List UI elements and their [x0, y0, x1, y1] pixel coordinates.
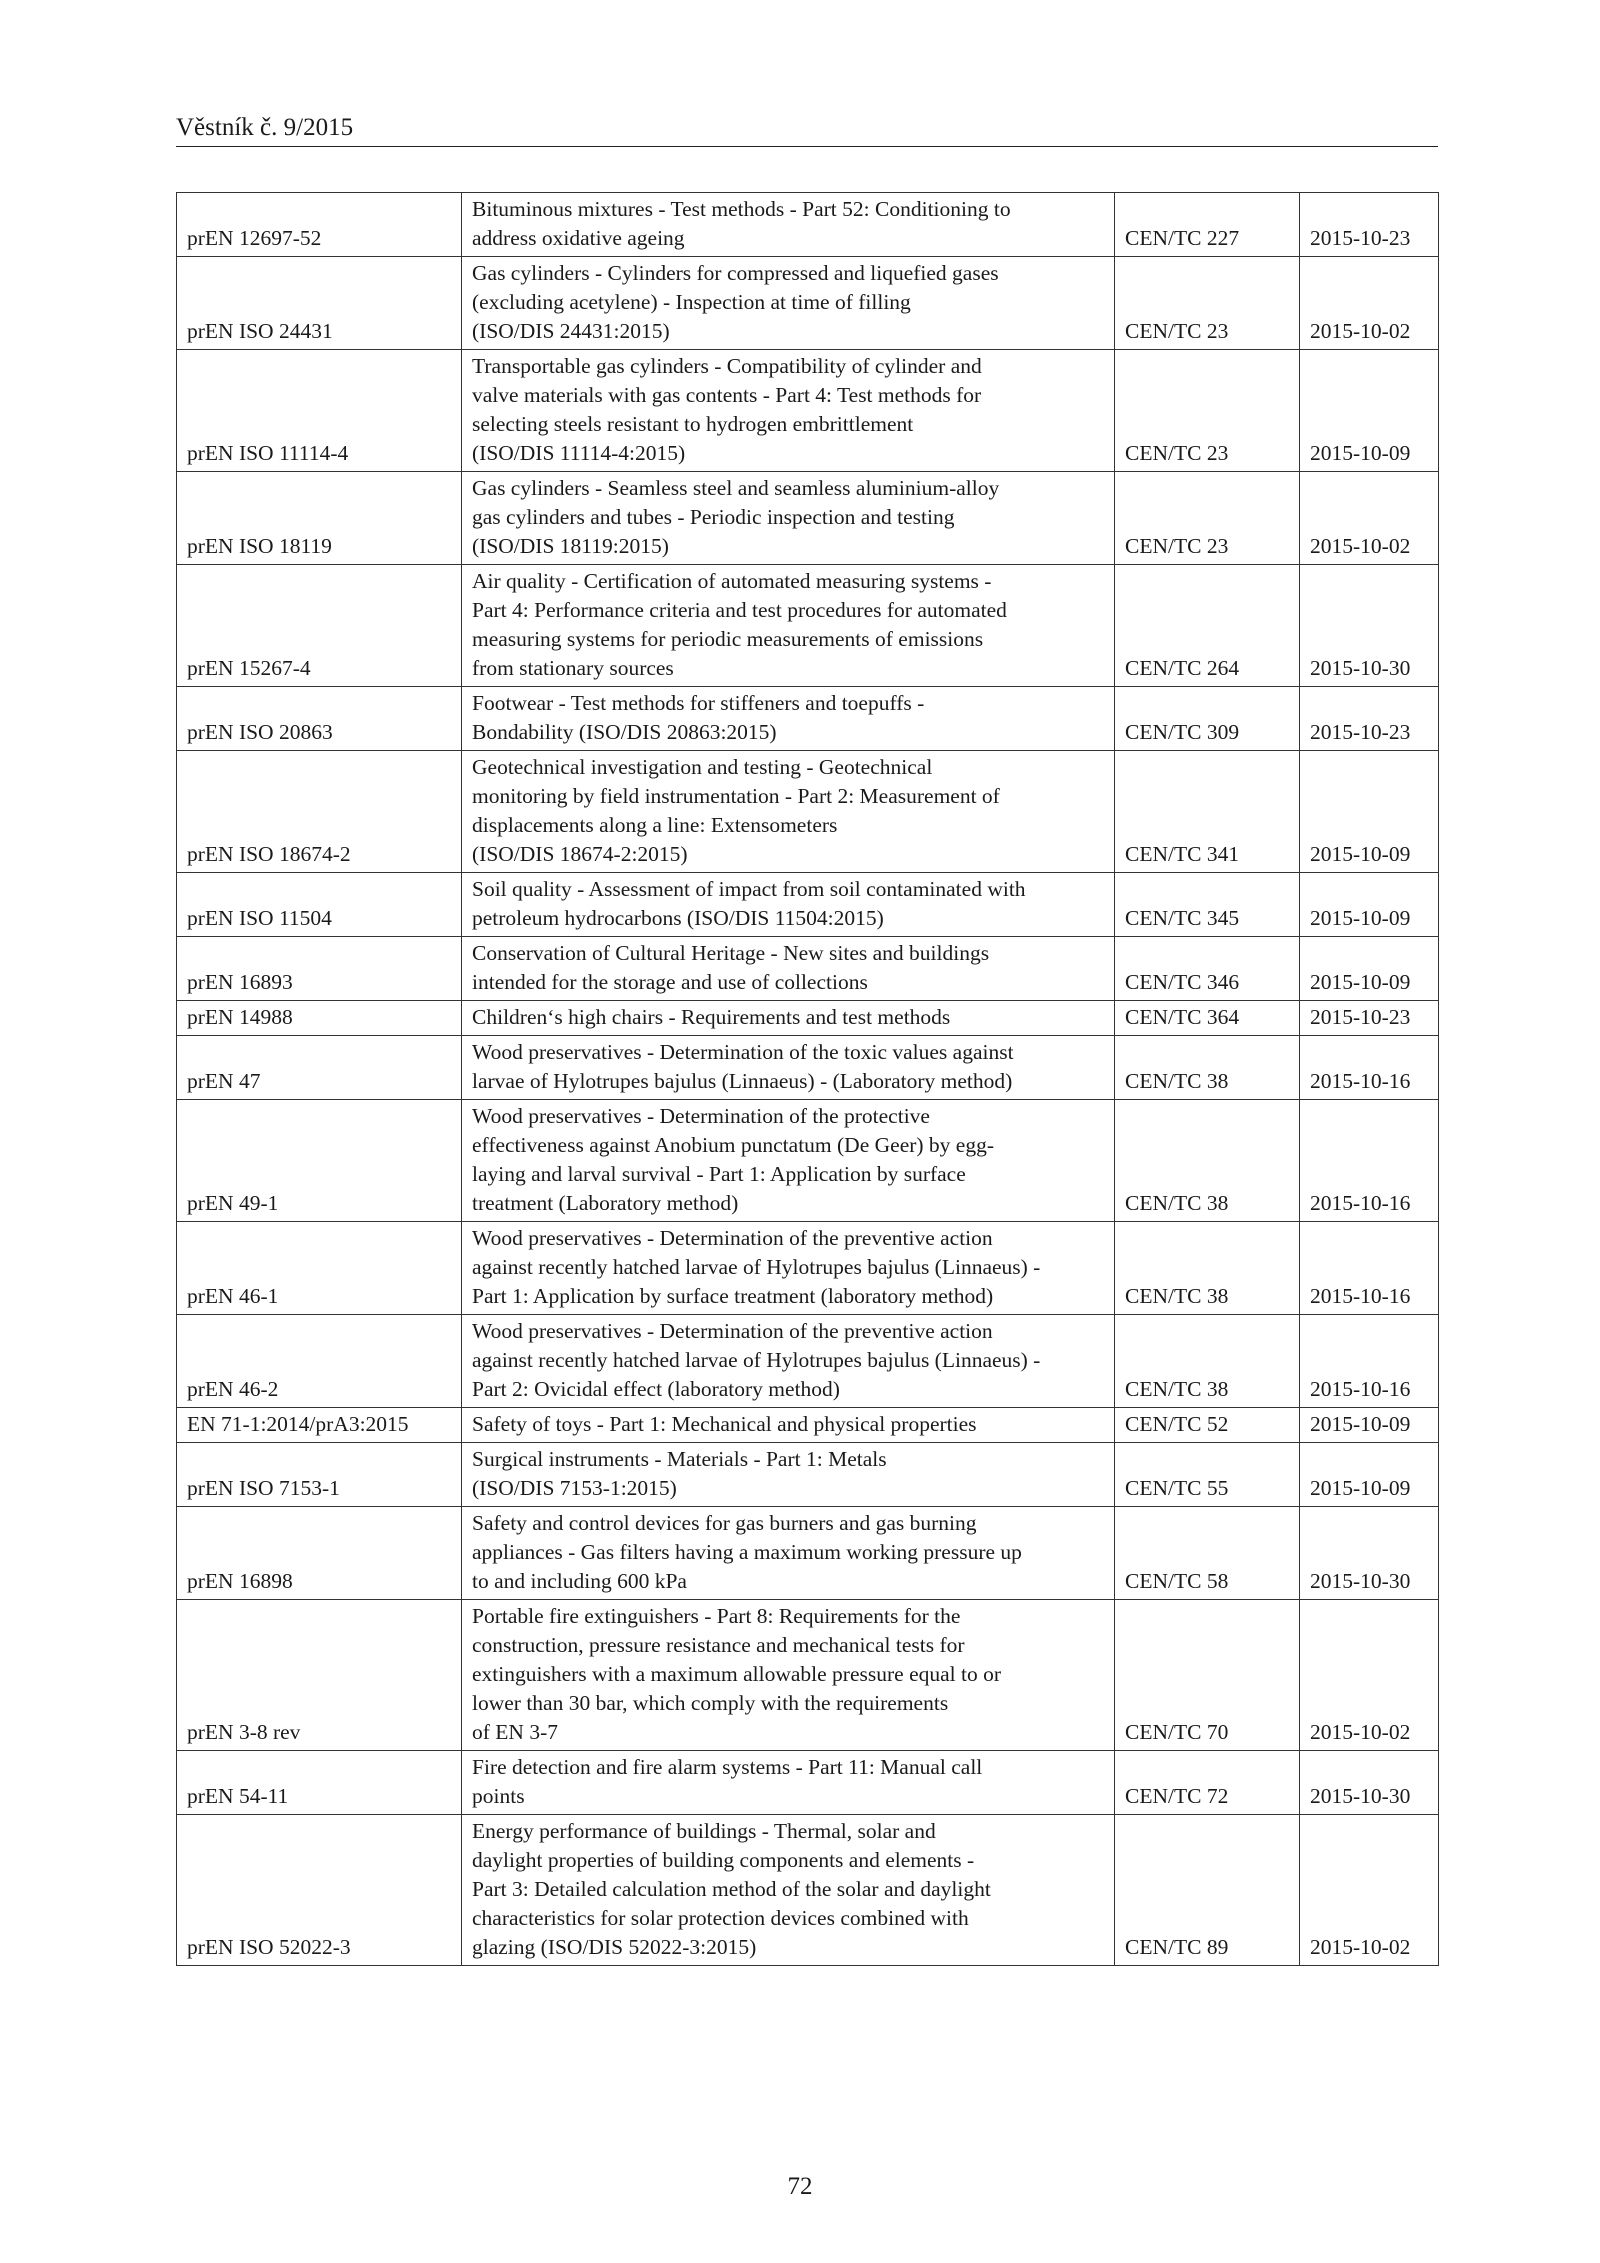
committee-cell: CEN/TC 55	[1115, 1443, 1300, 1507]
table-row	[177, 350, 1439, 472]
committee-cell: CEN/TC 89	[1115, 1815, 1300, 1966]
standard-title-cell: Energy performance of buildings - Thermal, solar and daylight properties of building components and elements - Part 3: Detailed calculation method of the solar and daylight characteristics for solar protection devices combined with glazing (ISO/DIS 52022-3:2015)	[462, 1815, 1115, 1966]
standard-title-cell: Safety of toys - Part 1: Mechanical and physical properties	[462, 1408, 1115, 1443]
table-row	[177, 937, 1439, 1001]
standard-title-cell: Safety and control devices for gas burners and gas burning appliances - Gas filters having a maximum working pressure up to and including 600 kPa	[462, 1507, 1115, 1600]
standard-code-cell: prEN 3-8 rev	[177, 1600, 462, 1751]
committee-cell: CEN/TC 38	[1115, 1315, 1300, 1408]
committee-cell: CEN/TC 52	[1115, 1408, 1300, 1443]
table-row	[177, 1222, 1439, 1315]
deadline-date-cell: 2015-10-16	[1300, 1315, 1439, 1408]
standards-table-body	[177, 193, 1439, 1966]
deadline-date-cell: 2015-10-09	[1300, 873, 1439, 937]
standard-title-cell: Soil quality - Assessment of impact from soil contaminated with petroleum hydrocarbons (ISO/DIS 11504:2015)	[462, 873, 1115, 937]
table-row	[177, 1001, 1439, 1036]
deadline-date-cell: 2015-10-02	[1300, 1815, 1439, 1966]
table-row	[177, 873, 1439, 937]
table-row	[177, 1100, 1439, 1222]
standard-code-cell: prEN 49-1	[177, 1100, 462, 1222]
standard-title-cell: Gas cylinders - Seamless steel and seamless aluminium-alloy gas cylinders and tubes - Periodic inspection and testing (ISO/DIS 18119:2015)	[462, 472, 1115, 565]
table-row	[177, 193, 1439, 257]
standard-title-cell: Air quality - Certification of automated measuring systems - Part 4: Performance criteria and test procedures for automated measuring systems for periodic measurements of emissions from stationary sources	[462, 565, 1115, 687]
committee-cell: CEN/TC 309	[1115, 687, 1300, 751]
table-row	[177, 1408, 1439, 1443]
table-row	[177, 257, 1439, 350]
standard-code-cell: prEN 12697-52	[177, 193, 462, 257]
deadline-date-cell: 2015-10-30	[1300, 1751, 1439, 1815]
deadline-date-cell: 2015-10-09	[1300, 350, 1439, 472]
committee-cell: CEN/TC 38	[1115, 1100, 1300, 1222]
standard-title-cell: Portable fire extinguishers - Part 8: Requirements for the construction, pressure resistance and mechanical tests for extinguishers with a maximum allowable pressure equal to or lower than 30 bar, which comply with the requirements of EN 3-7	[462, 1600, 1115, 1751]
standard-code-cell: prEN ISO 18674-2	[177, 751, 462, 873]
standard-code-cell: prEN ISO 7153-1	[177, 1443, 462, 1507]
table-row	[177, 1315, 1439, 1408]
committee-cell: CEN/TC 58	[1115, 1507, 1300, 1600]
deadline-date-cell: 2015-10-02	[1300, 257, 1439, 350]
deadline-date-cell: 2015-10-09	[1300, 937, 1439, 1001]
standard-code-cell: prEN 15267-4	[177, 565, 462, 687]
committee-cell: CEN/TC 345	[1115, 873, 1300, 937]
standard-code-cell: prEN 46-1	[177, 1222, 462, 1315]
standard-title-cell: Conservation of Cultural Heritage - New sites and buildings intended for the storage and use of collections	[462, 937, 1115, 1001]
standard-code-cell: prEN 16898	[177, 1507, 462, 1600]
standard-code-cell: prEN ISO 18119	[177, 472, 462, 565]
standard-title-cell: Bituminous mixtures - Test methods - Part 52: Conditioning to address oxidative ageing	[462, 193, 1115, 257]
deadline-date-cell: 2015-10-23	[1300, 687, 1439, 751]
deadline-date-cell: 2015-10-09	[1300, 1408, 1439, 1443]
standard-code-cell: prEN ISO 24431	[177, 257, 462, 350]
committee-cell: CEN/TC 23	[1115, 257, 1300, 350]
table-row	[177, 472, 1439, 565]
page-number: 72	[787, 2173, 813, 2200]
standard-code-cell: prEN 46-2	[177, 1315, 462, 1408]
standard-code-cell: prEN ISO 11114-4	[177, 350, 462, 472]
table-row	[177, 1036, 1439, 1100]
committee-cell: CEN/TC 346	[1115, 937, 1300, 1001]
standard-code-cell: prEN ISO 52022-3	[177, 1815, 462, 1966]
standard-title-cell: Footwear - Test methods for stiffeners and toepuffs - Bondability (ISO/DIS 20863:2015)	[462, 687, 1115, 751]
deadline-date-cell: 2015-10-09	[1300, 1443, 1439, 1507]
standard-code-cell: prEN 47	[177, 1036, 462, 1100]
committee-cell: CEN/TC 264	[1115, 565, 1300, 687]
standard-title-cell: Wood preservatives - Determination of the preventive action against recently hatched larvae of Hylotrupes bajulus (Linnaeus) - Part 2: Ovicidal effect (laboratory method)	[462, 1315, 1115, 1408]
deadline-date-cell: 2015-10-30	[1300, 565, 1439, 687]
standard-title-cell: Gas cylinders - Cylinders for compressed and liquefied gases (excluding acetylene) - Inspection at time of filling (ISO/DIS 24431:2015)	[462, 257, 1115, 350]
standard-title-cell: Geotechnical investigation and testing - Geotechnical monitoring by field instrumentation - Part 2: Measurement of displacements along a line: Extensometers (ISO/DIS 18674-2:2015)	[462, 751, 1115, 873]
deadline-date-cell: 2015-10-16	[1300, 1036, 1439, 1100]
standard-code-cell: prEN 54-11	[177, 1751, 462, 1815]
committee-cell: CEN/TC 70	[1115, 1600, 1300, 1751]
standard-title-cell: Surgical instruments - Materials - Part 1: Metals (ISO/DIS 7153-1:2015)	[462, 1443, 1115, 1507]
committee-cell: CEN/TC 23	[1115, 472, 1300, 565]
deadline-date-cell: 2015-10-09	[1300, 751, 1439, 873]
table-row	[177, 1600, 1439, 1751]
standard-code-cell: prEN 16893	[177, 937, 462, 1001]
table-row	[177, 1815, 1439, 1966]
committee-cell: CEN/TC 38	[1115, 1222, 1300, 1315]
standard-title-cell: Transportable gas cylinders - Compatibility of cylinder and valve materials with gas contents - Part 4: Test methods for selecting steels resistant to hydrogen embrittlement (ISO/DIS 11114-4:2015)	[462, 350, 1115, 472]
standard-title-cell: Fire detection and fire alarm systems - Part 11: Manual call points	[462, 1751, 1115, 1815]
journal-title: Věstník č. 9/2015	[176, 114, 354, 141]
page-header	[176, 110, 1438, 147]
standards-table	[176, 192, 1439, 1966]
deadline-date-cell: 2015-10-02	[1300, 472, 1439, 565]
table-row	[177, 687, 1439, 751]
standard-code-cell: prEN ISO 11504	[177, 873, 462, 937]
committee-cell: CEN/TC 72	[1115, 1751, 1300, 1815]
standard-title-cell: Wood preservatives - Determination of the preventive action against recently hatched larvae of Hylotrupes bajulus (Linnaeus) - Part 1: Application by surface treatment (laboratory method)	[462, 1222, 1115, 1315]
table-row	[177, 1443, 1439, 1507]
deadline-date-cell: 2015-10-30	[1300, 1507, 1439, 1600]
table-row	[177, 565, 1439, 687]
standard-code-cell: prEN ISO 20863	[177, 687, 462, 751]
deadline-date-cell: 2015-10-02	[1300, 1600, 1439, 1751]
deadline-date-cell: 2015-10-16	[1300, 1222, 1439, 1315]
deadline-date-cell: 2015-10-23	[1300, 193, 1439, 257]
table-row	[177, 1507, 1439, 1600]
standard-title-cell: Children‘s high chairs - Requirements and test methods	[462, 1001, 1115, 1036]
committee-cell: CEN/TC 23	[1115, 350, 1300, 472]
committee-cell: CEN/TC 341	[1115, 751, 1300, 873]
table-row	[177, 751, 1439, 873]
standard-code-cell: prEN 14988	[177, 1001, 462, 1036]
deadline-date-cell: 2015-10-23	[1300, 1001, 1439, 1036]
committee-cell: CEN/TC 227	[1115, 193, 1300, 257]
standard-code-cell: EN 71-1:2014/prA3:2015	[177, 1408, 462, 1443]
committee-cell: CEN/TC 38	[1115, 1036, 1300, 1100]
committee-cell: CEN/TC 364	[1115, 1001, 1300, 1036]
standard-title-cell: Wood preservatives - Determination of the toxic values against larvae of Hylotrupes bajulus (Linnaeus) - (Laboratory method)	[462, 1036, 1115, 1100]
table-row	[177, 1751, 1439, 1815]
standard-title-cell: Wood preservatives - Determination of the protective effectiveness against Anobium punctatum (De Geer) by egg- laying and larval survival - Part 1: Application by surface treatment (Laboratory method)	[462, 1100, 1115, 1222]
deadline-date-cell: 2015-10-16	[1300, 1100, 1439, 1222]
